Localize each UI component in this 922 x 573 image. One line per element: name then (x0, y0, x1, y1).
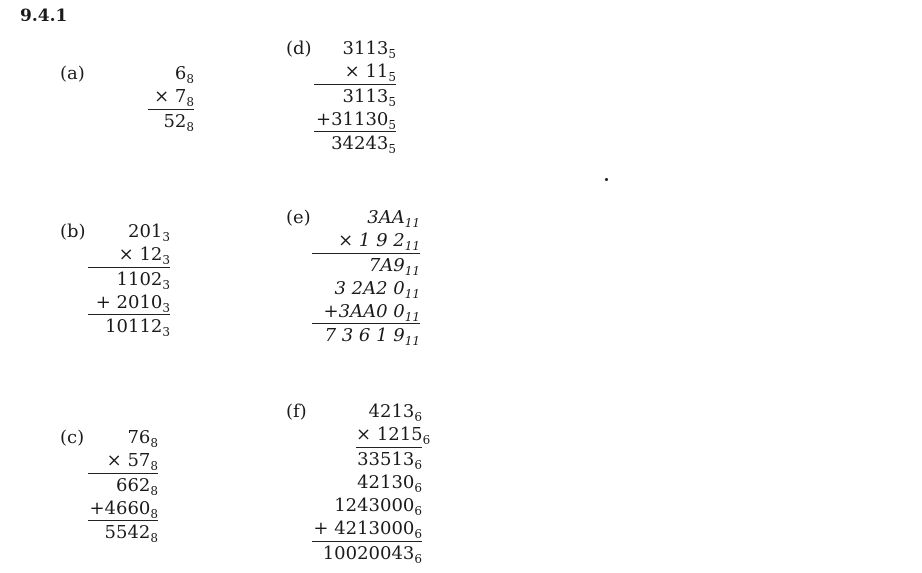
multiplicand-row: $76_8$ (127, 427, 158, 450)
problem-e (286, 206, 426, 356)
problem-d (286, 37, 416, 162)
multiplier-row: × $11_5$ (314, 60, 396, 84)
partial-product-row: 3 2A2 $0_{11}$ (334, 277, 420, 301)
multiplicand-row: $3113_5$ (342, 38, 396, 61)
multiplier-row: × $1215_6$ (356, 424, 431, 448)
result-row: $34243_5$ (331, 133, 396, 157)
partial-product-row: + $4213000_6$ (313, 518, 422, 542)
problem-label: (d) (286, 38, 312, 59)
stray-dot (605, 178, 608, 181)
multiplier-row: × $57_8$ (88, 449, 158, 473)
multiplication-block (148, 62, 194, 133)
problem-b (60, 220, 190, 345)
partial-product-row: $1102_3$ (116, 268, 170, 292)
problem-label: (a) (60, 63, 85, 84)
multiplier-row: × 1 9 $2_{11}$ (312, 229, 420, 253)
partial-product-row: $3113_5$ (342, 85, 396, 109)
problem-label: (c) (60, 427, 85, 448)
problem-label: (b) (60, 221, 86, 242)
multiplication-block (88, 426, 158, 544)
problem-c (60, 426, 190, 551)
result-row: $52_8$ (163, 110, 194, 134)
partial-product-row: $7A9_{11}$ (368, 254, 420, 278)
partial-product-row: + $2010_3$ (88, 291, 170, 315)
problem-label: (f) (286, 401, 307, 422)
partial-product-row: $42130_6$ (357, 471, 422, 495)
section-title: 9.4.1 (20, 6, 68, 26)
partial-product-row: $662_8$ (116, 474, 158, 498)
multiplicand-row: $6_8$ (174, 63, 194, 86)
result-row: $5542_8$ (104, 522, 158, 546)
multiplicand-row: $201_3$ (128, 221, 170, 244)
partial-product-row: +3AA0 $0_{11}$ (312, 300, 420, 324)
multiplier-row: × $7_8$ (148, 85, 194, 109)
partial-product-row: $+31130_5$ (316, 108, 396, 132)
multiplication-block (312, 206, 420, 348)
problem-a (60, 62, 194, 142)
multiplication-block (314, 37, 396, 155)
multiplicand-row: $4213_6$ (368, 401, 422, 424)
multiplication-block (88, 220, 170, 338)
result-row: 7 3 6 1 $9_{11}$ (324, 325, 420, 349)
partial-product-row: $+4660_8$ (89, 497, 158, 521)
problem-label: (e) (286, 207, 311, 228)
multiplier-row: × $12_3$ (88, 243, 170, 267)
partial-product-row: $33513_6$ (357, 448, 422, 472)
problem-f (286, 400, 431, 570)
partial-product-row: $1243000_6$ (334, 495, 422, 519)
multiplicand-row: $3AA_{11}$ (367, 207, 420, 230)
result-row: $10112_3$ (105, 316, 170, 340)
multiplication-block (312, 400, 431, 566)
result-row: $10020043_6$ (322, 542, 422, 566)
